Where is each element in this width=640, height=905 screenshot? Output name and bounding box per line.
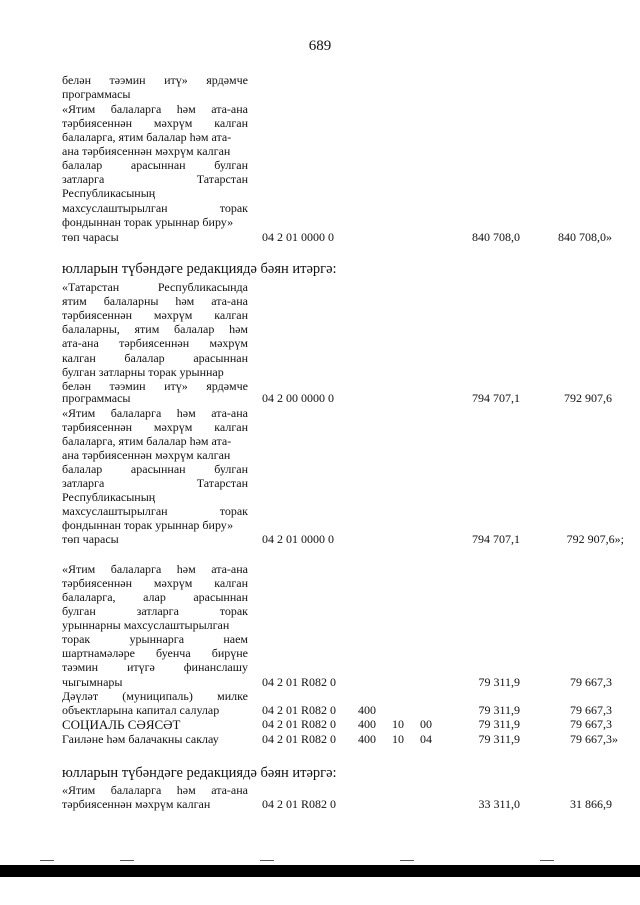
text-line: балаларны, ятим балалар һәм bbox=[62, 322, 248, 336]
text-line: урыннарны махсуслаштырылган bbox=[62, 618, 230, 632]
text-line: белән тәэмин итү» ярдәмче bbox=[62, 379, 248, 393]
text-line: Республикасының bbox=[62, 490, 156, 504]
text-line: программасы bbox=[62, 87, 131, 101]
page-number: 689 bbox=[308, 38, 332, 54]
text-line: тәрбиясеннән мәхрүм калган bbox=[62, 420, 248, 434]
text-line: фондыннан торак урыннар биру» bbox=[62, 215, 234, 229]
text-line: ана тәрбиясеннән мәхрүм калган bbox=[62, 448, 231, 462]
text-line: затларга Татарстан bbox=[62, 172, 248, 186]
row-value-2: 79 667,3» bbox=[570, 732, 618, 746]
row-value-2: 792 907,6»; bbox=[566, 532, 624, 546]
row-pr: 00 bbox=[420, 717, 432, 731]
row-value-2: 79 667,3 bbox=[570, 717, 612, 731]
row-value-2: 31 866,9 bbox=[570, 797, 612, 811]
text-line: балаларга, ятим балалар һәм ата- bbox=[62, 130, 232, 144]
text-line: белән тәэмин итү» ярдәмче bbox=[62, 73, 248, 87]
text-line: ата-ана тәрбиясеннән мәхрүм bbox=[62, 336, 248, 350]
row-vr: 400 bbox=[358, 703, 376, 717]
row-code: 04 2 00 0000 0 bbox=[262, 391, 334, 405]
section-heading: юлларын түбәндәге редакциядә бәян итәргә: bbox=[62, 261, 337, 277]
scan-artifact bbox=[40, 860, 54, 861]
text-line: балаларга, алар арасыннан bbox=[62, 590, 248, 604]
scan-artifact bbox=[260, 860, 274, 861]
text-line: булган затларга торак bbox=[62, 604, 248, 618]
text-line: махсуслаштырылган торак bbox=[62, 504, 248, 518]
row-label: төп чарасы bbox=[62, 532, 119, 546]
row-label: объектларына капитал салулар bbox=[62, 703, 220, 717]
row-value-1: 79 311,9 bbox=[478, 732, 520, 746]
scan-artifact bbox=[540, 860, 554, 861]
text-line: затларга Татарстан bbox=[62, 476, 248, 490]
text-line: ятим балаларны һәм ата-ана bbox=[62, 294, 248, 308]
row-code: 04 2 01 R082 0 bbox=[262, 732, 337, 746]
text-line: «Ятим балаларга һәм ата-ана bbox=[62, 102, 248, 116]
row-label: тәрбиясеннән мәхрүм калган bbox=[62, 797, 211, 811]
text-line: тәрбиясеннән мәхрүм калган bbox=[62, 308, 248, 322]
text-line: тәрбиясеннән мәхрүм калган bbox=[62, 576, 248, 590]
row-value-2: 840 708,0» bbox=[558, 230, 612, 244]
text-line: махсуслаштырылган торак bbox=[62, 201, 248, 215]
row-value-1: 33 311,0 bbox=[478, 797, 520, 811]
text-line: балаларга, ятим балалар һәм ата- bbox=[62, 434, 232, 448]
row-value-1: 79 311,9 bbox=[478, 717, 520, 731]
row-label: чыгымнары bbox=[62, 675, 123, 689]
row-label: СОЦИАЛЬ СӘЯСӘТ bbox=[62, 717, 181, 732]
row-value-2: 792 907,6 bbox=[564, 391, 612, 405]
row-value-1: 794 707,1 bbox=[472, 391, 520, 405]
row-code: 04 2 01 R082 0 bbox=[262, 703, 337, 717]
text-line: фондыннан торак урыннар биру» bbox=[62, 518, 234, 532]
row-value-2: 79 667,3 bbox=[570, 703, 612, 717]
text-line: шартнамәләре буенча бирүне bbox=[62, 646, 248, 660]
scan-border bbox=[0, 865, 640, 877]
text-line: ана тәрбиясеннән мәхрүм калган bbox=[62, 144, 231, 158]
section-heading: юлларын түбәндәге редакциядә бәян итәргә: bbox=[62, 765, 337, 781]
scan-artifact bbox=[400, 860, 414, 861]
row-value-1: 794 707,1 bbox=[472, 532, 520, 546]
scan-artifact bbox=[120, 860, 134, 861]
row-value-1: 840 708,0 bbox=[472, 230, 520, 244]
row-code: 04 2 01 0000 0 bbox=[262, 230, 334, 244]
row-label: Дәүләт (муниципаль) милке bbox=[62, 689, 248, 703]
text-line: булган затларны торак урыннар bbox=[62, 365, 224, 379]
row-code: 04 2 01 0000 0 bbox=[262, 532, 334, 546]
text-line: «Татарстан Республикасында bbox=[62, 280, 248, 294]
row-pr: 04 bbox=[420, 732, 432, 746]
row-rz: 10 bbox=[392, 717, 404, 731]
text-line: тәэмин итүгә финанслашу bbox=[62, 660, 248, 674]
row-value-1: 79 311,9 bbox=[478, 675, 520, 689]
text-line: «Ятим балаларга һәм ата-ана bbox=[62, 562, 248, 576]
text-line: «Ятим балаларга һәм ата-ана bbox=[62, 783, 248, 797]
row-value-1: 79 311,9 bbox=[478, 703, 520, 717]
text-line: Республикасының bbox=[62, 186, 156, 200]
row-code: 04 2 01 R082 0 bbox=[262, 717, 337, 731]
row-value-2: 79 667,3 bbox=[570, 675, 612, 689]
row-code: 04 2 01 R082 0 bbox=[262, 675, 337, 689]
text-line: балалар арасыннан булган bbox=[62, 462, 248, 476]
row-vr: 400 bbox=[358, 732, 376, 746]
text-line: торак урыннарга наем bbox=[62, 632, 248, 646]
row-label: төп чарасы bbox=[62, 230, 119, 244]
row-code: 04 2 01 R082 0 bbox=[262, 797, 337, 811]
text-line: тәрбиясеннән мәхрүм калган bbox=[62, 116, 248, 130]
text-line: балалар арасыннан булган bbox=[62, 158, 248, 172]
text-line: калган балалар арасыннан bbox=[62, 351, 248, 365]
row-label: программасы bbox=[62, 391, 131, 405]
row-rz: 10 bbox=[392, 732, 404, 746]
row-label: Гаиләне һәм балачакны саклау bbox=[62, 732, 219, 746]
text-line: «Ятим балаларга һәм ата-ана bbox=[62, 406, 248, 420]
row-vr: 400 bbox=[358, 717, 376, 731]
